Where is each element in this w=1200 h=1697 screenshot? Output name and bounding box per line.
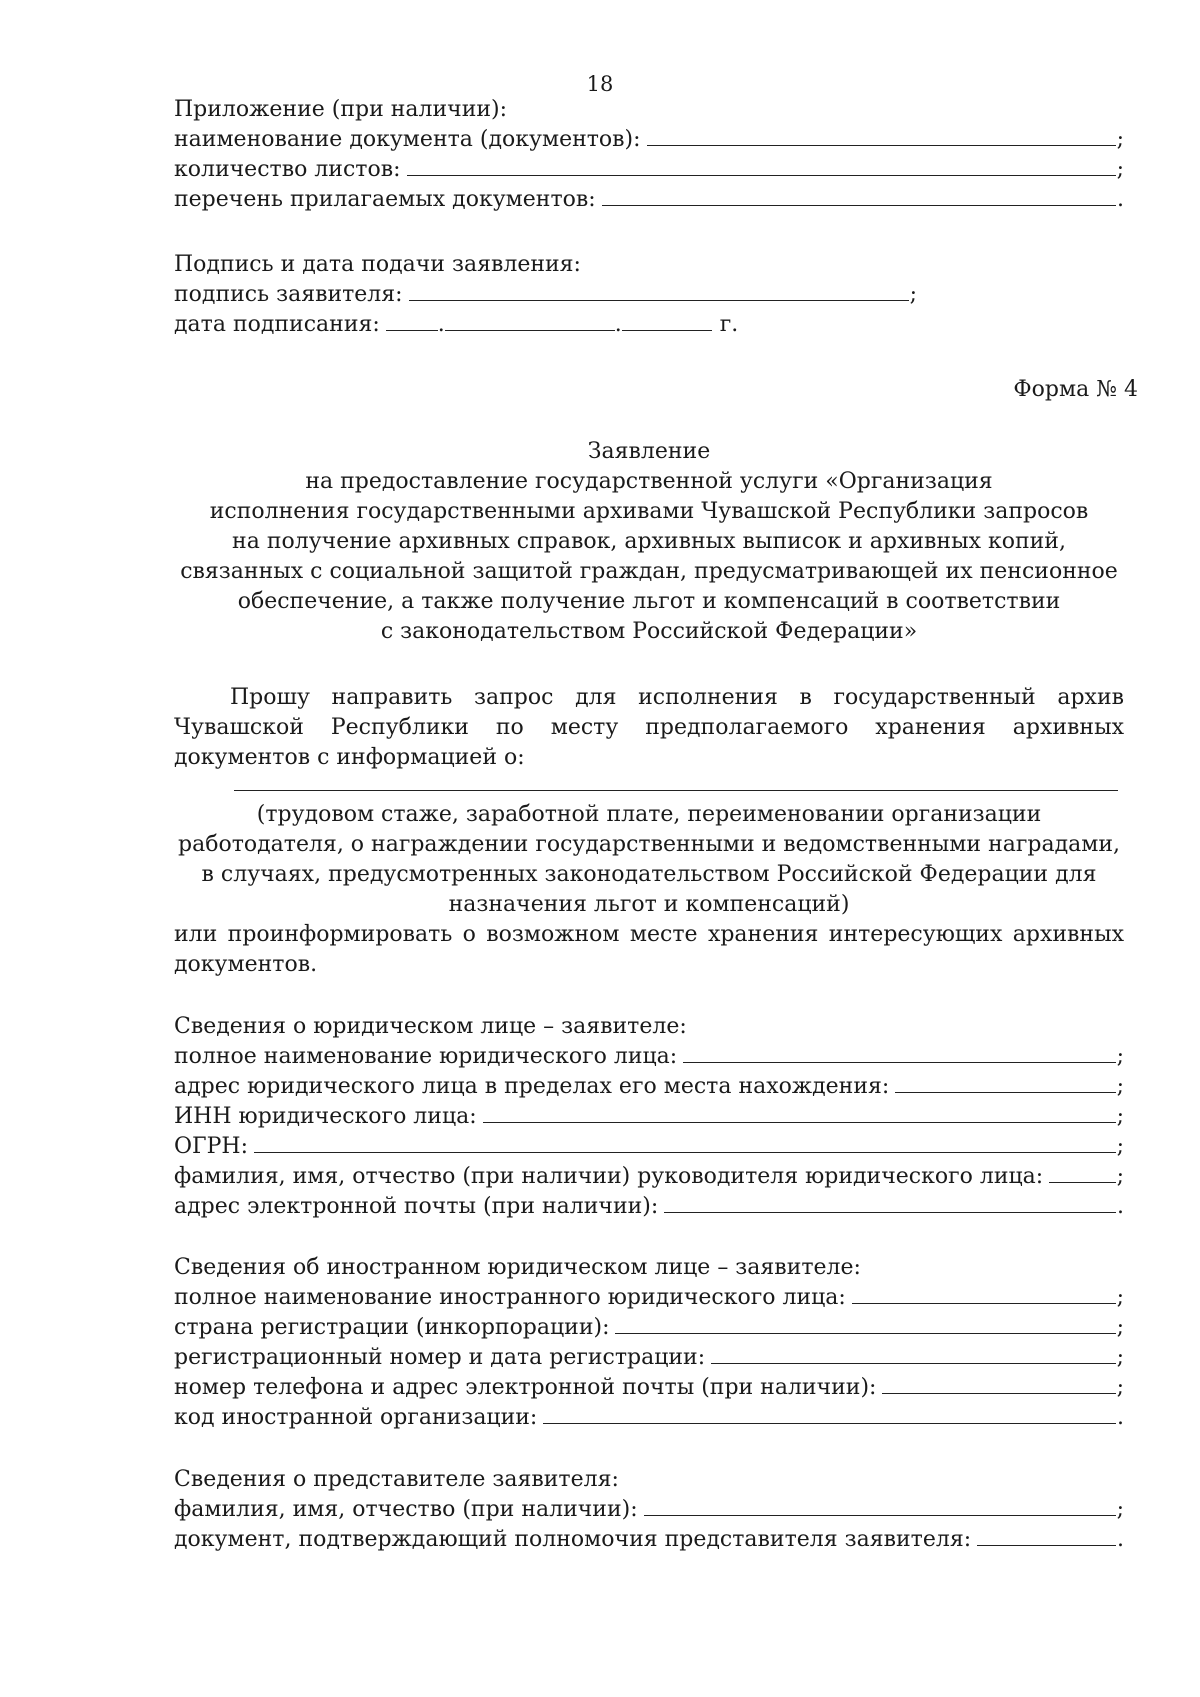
- field-label: дата подписания:: [174, 312, 380, 337]
- field-end: ;: [909, 282, 917, 307]
- field-end: ;: [1116, 1074, 1124, 1099]
- field-end: ;: [1116, 127, 1124, 152]
- appendix-section: [174, 95, 1124, 215]
- request-hint: (трудовом стаже, заработной плате, переименовании организации работодателя, о награждении государственными и ведомственными наградами, в случаях, предусмотренных законодательством Российской Федерации для назначения льгот и компенсаций): [178, 802, 1121, 917]
- ogrn-field[interactable]: [254, 1132, 1116, 1153]
- title-line: связанных с социальной защитой граждан, предусматривающей их пенсионное: [180, 559, 1118, 584]
- registration-number-field[interactable]: [711, 1343, 1115, 1364]
- request-continuation: или проинформировать о возможном месте хранения интересующих архивных документов.: [174, 922, 1124, 977]
- legal-entity-row: [174, 1102, 1124, 1132]
- field-end: ;: [1116, 1134, 1124, 1159]
- application-title: [174, 437, 1124, 647]
- appendix-heading: Приложение (при наличии):: [174, 97, 508, 122]
- title-line: с законодательством Российской Федерации»: [380, 619, 918, 644]
- legal-entity-row: [174, 1042, 1124, 1072]
- field-label: адрес электронной почты (при наличии):: [174, 1194, 659, 1219]
- title-line: исполнения государственными архивами Чувашской Республики запросов: [209, 499, 1089, 524]
- legal-entity-row: [174, 1072, 1124, 1102]
- signature-section: [174, 250, 1124, 340]
- field-label: подпись заявителя:: [174, 282, 403, 307]
- field-end: ;: [1116, 1345, 1124, 1370]
- date-suffix: г.: [719, 312, 739, 337]
- signing-date-row: [174, 310, 1124, 340]
- form-number: Форма № 4: [1013, 377, 1138, 402]
- field-end: .: [1117, 1405, 1124, 1430]
- foreign-org-code-field[interactable]: [543, 1403, 1116, 1424]
- entity-address-field[interactable]: [895, 1072, 1115, 1093]
- title-heading: Заявление: [587, 439, 711, 464]
- field-end: ;: [1116, 1164, 1124, 1189]
- legal-entity-section: [174, 1012, 1124, 1222]
- registration-country-field[interactable]: [615, 1313, 1115, 1334]
- field-label: полное наименование иностранного юридического лица:: [174, 1285, 846, 1310]
- date-separator: .: [614, 312, 622, 337]
- date-separator: .: [437, 312, 445, 337]
- entity-name-field[interactable]: [683, 1042, 1115, 1063]
- title-line: на предоставление государственной услуги «Организация: [305, 469, 993, 494]
- foreign-name-field[interactable]: [852, 1283, 1116, 1304]
- field-label: перечень прилагаемых документов:: [174, 187, 596, 212]
- date-day-field[interactable]: [386, 310, 438, 331]
- signature-field[interactable]: [409, 280, 909, 301]
- field-label: ОГРН:: [174, 1134, 249, 1159]
- date-year-field[interactable]: [622, 310, 712, 331]
- field-end: .: [1117, 1194, 1124, 1219]
- legal-entity-row: [174, 1132, 1124, 1162]
- attached-documents-field[interactable]: [602, 185, 1116, 206]
- field-label: регистрационный номер и дата регистрации:: [174, 1345, 706, 1370]
- representative-row: [174, 1495, 1124, 1525]
- field-label: наименование документа (документов):: [174, 127, 641, 152]
- field-label: фамилия, имя, отчество (при наличии):: [174, 1497, 638, 1522]
- page-number: 18: [586, 72, 614, 96]
- field-end: .: [1117, 1527, 1124, 1552]
- phone-email-field[interactable]: [882, 1373, 1115, 1394]
- legal-entity-row: [174, 1162, 1124, 1192]
- field-label: код иностранной организации:: [174, 1405, 538, 1430]
- title-line: на получение архивных справок, архивных выписок и архивных копий,: [232, 529, 1066, 554]
- field-end: ;: [1116, 1285, 1124, 1310]
- signature-row: [174, 280, 1124, 310]
- head-name-field[interactable]: [1049, 1162, 1115, 1183]
- inn-field[interactable]: [483, 1102, 1116, 1123]
- field-end: ;: [1116, 157, 1124, 182]
- date-month-field[interactable]: [445, 310, 615, 331]
- field-label: ИНН юридического лица:: [174, 1104, 477, 1129]
- foreign-entity-section: [174, 1253, 1124, 1433]
- field-label: полное наименование юридического лица:: [174, 1044, 678, 1069]
- appendix-row: [174, 125, 1124, 155]
- field-end: ;: [1116, 1044, 1124, 1069]
- foreign-entity-row: [174, 1283, 1124, 1313]
- field-end: ;: [1116, 1104, 1124, 1129]
- document-name-field[interactable]: [647, 125, 1116, 146]
- field-label: номер телефона и адрес электронной почты (при наличии):: [174, 1375, 877, 1400]
- field-label: адрес юридического лица в пределах его места нахождения:: [174, 1074, 890, 1099]
- signature-heading: Подпись и дата подачи заявления:: [174, 252, 581, 277]
- appendix-row: [174, 155, 1124, 185]
- request-paragraph: Прошу направить запрос для исполнения в государственный архив Чувашской Республики по месту предполагаемого хранения архивных документов с информацией о:: [174, 685, 1124, 770]
- representative-row: [174, 1525, 1124, 1555]
- field-end: .: [1117, 187, 1124, 212]
- title-line: обеспечение, а также получение льгот и компенсаций в соответствии: [237, 589, 1061, 614]
- field-label: количество листов:: [174, 157, 401, 182]
- representative-section: [174, 1465, 1124, 1555]
- legal-entity-row: [174, 1192, 1124, 1222]
- representative-name-field[interactable]: [644, 1495, 1116, 1516]
- foreign-entity-row: [174, 1373, 1124, 1403]
- field-end: ;: [1116, 1375, 1124, 1400]
- field-label: страна регистрации (инкорпорации):: [174, 1315, 610, 1340]
- field-label: документ, подтверждающий полномочия представителя заявителя:: [174, 1527, 972, 1552]
- appendix-row: [174, 185, 1124, 215]
- section-heading: Сведения о представителе заявителя:: [174, 1467, 619, 1492]
- field-end: ;: [1116, 1497, 1124, 1522]
- entity-email-field[interactable]: [664, 1192, 1116, 1213]
- field-label: фамилия, имя, отчество (при наличии) руководителя юридического лица:: [174, 1164, 1044, 1189]
- authority-document-field[interactable]: [977, 1525, 1116, 1546]
- foreign-entity-row: [174, 1343, 1124, 1373]
- sheet-count-field[interactable]: [407, 155, 1116, 176]
- section-heading: Сведения об иностранном юридическом лице – заявителе:: [174, 1255, 861, 1280]
- section-heading: Сведения о юридическом лице – заявителе:: [174, 1014, 687, 1039]
- field-end: ;: [1116, 1315, 1124, 1340]
- request-info-field[interactable]: [234, 790, 1118, 791]
- foreign-entity-row: [174, 1403, 1124, 1433]
- foreign-entity-row: [174, 1313, 1124, 1343]
